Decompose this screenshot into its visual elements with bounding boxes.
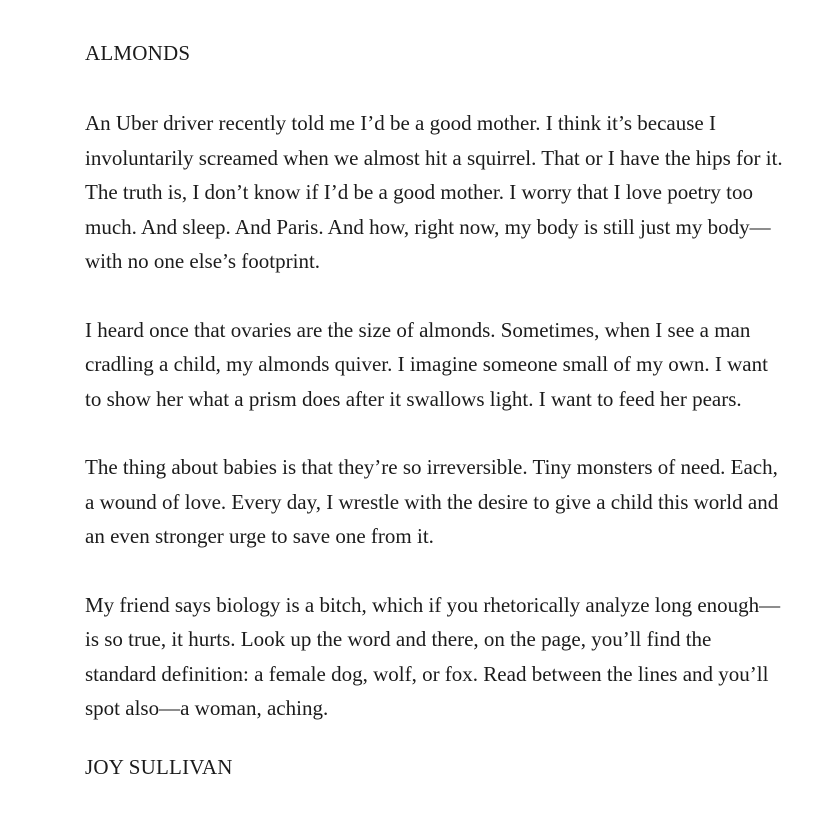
poem-paragraph-4: My friend says biology is a bitch, which if you rhetorically analyze long enough—is so true, it hurts. Look up the word and there, on the page, you’ll find the standard definition: a female dog, wolf, or fox. Read between the lines and you’ll spot also—a woman, aching.	[85, 592, 781, 720]
poem-content	[85, 36, 785, 784]
poem-paragraph-3: The thing about babies is that they’re so irreversible. Tiny monsters of need. Each, a wound of love. Every day, I wrestle with the desire to give a child this world and an even stronger urge to save one from it.	[85, 455, 779, 548]
poem-author: JOY SULLIVAN	[85, 754, 233, 779]
poem-paragraph-2: I heard once that ovaries are the size of almonds. Sometimes, when I see a man cradling a child, my almonds quiver. I imagine someone small of my own. I want to show her what a prism does after it swallows light. I want to feed her pears.	[85, 317, 768, 411]
poem-title: ALMONDS	[85, 41, 191, 65]
poem-paragraph-1: An Uber driver recently told me I’d be a good mother. I think it’s because I involuntarily screamed when we almost hit a squirrel. That or I have the hips for it. The truth is, I don’t know if I’d be a good mother. I worry that I love poetry too much. And sleep. And Paris. And how, right now, my body is still just my body—with no one else’s footprint.	[85, 111, 783, 273]
